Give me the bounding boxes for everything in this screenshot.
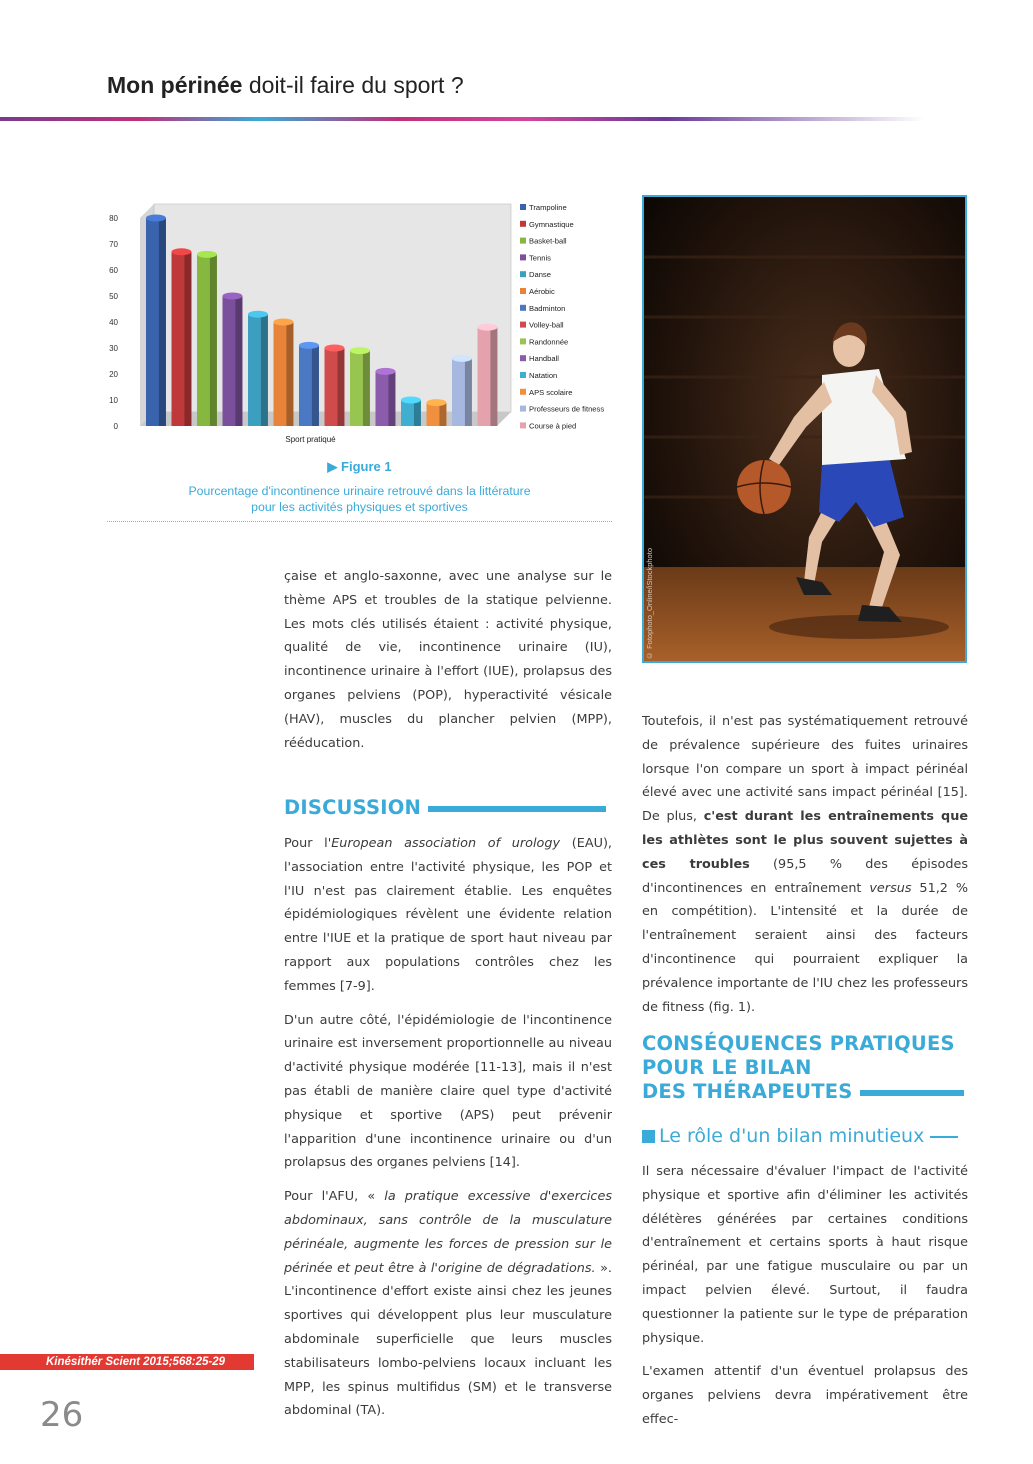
legend-swatch <box>520 338 526 344</box>
bar-shade <box>490 327 497 426</box>
legend-swatch <box>520 254 526 260</box>
square-bullet-icon <box>642 1130 655 1143</box>
legend-swatch <box>520 221 526 227</box>
page-number: 26 <box>40 1395 84 1435</box>
bar-top <box>478 324 498 331</box>
legend-label: Natation <box>529 371 558 380</box>
bar-top <box>376 368 396 375</box>
bar-shade <box>388 371 395 426</box>
y-tick-label: 20 <box>109 370 118 379</box>
legend-label: Danse <box>529 270 551 280</box>
legend-swatch <box>520 305 526 311</box>
y-tick-label: 80 <box>109 214 118 223</box>
bar-top <box>223 293 243 300</box>
photo-credit: © Fotophoto_Online/iStockphoto <box>645 548 654 660</box>
bar-top <box>197 251 217 258</box>
rc-p1-b: (95,5 % des épisodes d'incontinences en entraînement <box>642 856 968 896</box>
legend-swatch <box>520 271 526 277</box>
legend-swatch <box>520 355 526 361</box>
basketball-player-illustration <box>644 197 965 661</box>
legend-swatch <box>520 204 526 210</box>
p3-text-b: ». L'incontinence d'effort existe ainsi chez les jeunes sportives qui développent plus leur musculature abdominale superficielle que leurs muscles stabilisateurs lombo-pelviens locaux incluant les MPP, les spinus multifidus (SM) et le transverse abdominal (TA). <box>284 1260 613 1419</box>
legend-label: Aérobic <box>529 287 555 296</box>
discussion-heading <box>284 796 612 820</box>
bar-top <box>248 311 268 318</box>
p1-text-b: (EAU), l'association entre l'activité physique, les POP et l'IU n'est pas clairement établie. Les enquêtes épidémiologiques révèlent une évidente relation entre l'IUE et la pratique de sport haut niveau par rapport aux populations contrôles chez les femmes [7-9]. <box>284 836 612 994</box>
subheading-text: Le rôle d'un bilan minutieux <box>659 1125 925 1147</box>
discussion-heading-text: DISCUSSION <box>284 796 421 819</box>
bar-top <box>146 215 166 222</box>
right-column-body-2 <box>642 1160 968 1432</box>
rc-paragraph-2: Il sera nécessaire d'évaluer l'impact de l'activité physique et sportive afin d'éliminer les activités délétères générées par certaines conditions d'entraînement et certains sports à haut risque périnéal, par une fatigue musculaire ou par un impact pelvien élevé. Surtout, il faudra questionner la patiente sur le type de préparation physique. <box>642 1164 968 1346</box>
legend-label: Basket-ball <box>529 236 567 246</box>
bar-top <box>325 345 345 352</box>
rc-p1-c: 51,2 % en compétition). L'intensité et la durée de l'entraînement seraient ainsi des facteurs d'incontinence qui pourraient expliquer la prévalence importante de l'IU chez les professeurs de fitness (fig. 1). <box>642 880 968 1015</box>
consequences-heading-line-3-wrap <box>642 1080 968 1104</box>
legend-label: Badminton <box>529 303 566 313</box>
p3-italic: la pratique excessive d'exercices abdominaux, sans contrôle de la musculature périnéale, augmente les forces de pression sur le périnée et peut être à l'origine de dégradations. <box>284 1189 612 1276</box>
x-axis-label: Sport pratiqué <box>285 435 336 444</box>
discussion-body <box>284 832 612 1423</box>
rc-paragraph-3: L'examen attentif d'un éventuel prolapsus des organes pelviens devra impérativement être effec- <box>642 1364 968 1427</box>
legend-label: Course à pied <box>529 421 577 431</box>
consequences-heading <box>642 1032 968 1104</box>
bar-shade <box>159 218 166 426</box>
legend-swatch <box>520 422 526 428</box>
legend-swatch <box>520 288 526 294</box>
figure-caption-line-2: pour les activités physiques et sportives <box>251 500 468 514</box>
y-tick-label: 70 <box>109 240 118 249</box>
heading-bar <box>428 806 606 812</box>
bar-top <box>172 248 192 255</box>
header-rule <box>0 117 925 121</box>
rc-p1-italic: versus <box>869 880 912 896</box>
page-title-bold: Mon périnée <box>107 72 243 98</box>
rc-p1-bold: c'est durant les entraînements que les athlètes sont le plus souvent sujettes à ces troubles <box>642 809 969 872</box>
bar-shade <box>286 322 293 426</box>
intro-paragraph <box>284 565 612 755</box>
bar-shade <box>414 400 421 426</box>
legend-swatch <box>520 372 526 378</box>
legend-swatch <box>520 389 526 395</box>
y-tick-label: 50 <box>109 292 118 301</box>
bar-top <box>350 347 370 354</box>
figure-caption <box>107 483 612 515</box>
legend-label: Handball <box>529 354 559 364</box>
legend-label: Volley-ball <box>529 320 564 330</box>
bar-top <box>401 397 421 404</box>
rc-p1-a: Toutefois, il n'est pas systématiquement retrouvé de prévalence supérieure des fuites urinaires lorsque l'on compare un sport à impact périnéal élevé avec une activité sans impact périnéal [15]. De plus, <box>642 714 968 825</box>
bar-top <box>452 355 472 362</box>
legend-swatch <box>520 238 526 244</box>
journal-citation: Kinésithér Scient 2015;568:25-29 <box>46 1356 225 1368</box>
bar-shade <box>439 403 446 426</box>
discussion-paragraph-2: D'un autre côté, l'épidémiologie de l'incontinence urinaire est inversement proportionnelle au niveau d'activité physique modérée [11-13], mais il n'est pas établi de manière claire quel type d'activité physique et sportive (APS) peut prévenir l'apparition d'une incontinence urinaire ou d'un prolapsus des organes pelviens [14]. <box>284 1012 612 1171</box>
bar-shade <box>210 254 217 426</box>
legend-swatch <box>520 322 526 328</box>
legend-label: Tennis <box>529 253 551 263</box>
p1-italic: European association of urology <box>331 836 561 851</box>
p1-text-a: Pour l' <box>284 836 332 851</box>
legend-label: Trampoline <box>529 203 567 212</box>
p3-text-a: Pour l'AFU, « <box>284 1189 385 1205</box>
figure-caption-line-1: Pourcentage d'incontinence urinaire retrouvé dans la littérature <box>188 484 531 498</box>
bar-shade <box>312 345 319 426</box>
bar-shade <box>235 296 242 426</box>
y-tick-label: 60 <box>109 266 118 275</box>
bar-shade <box>465 358 472 426</box>
figure-divider <box>107 521 612 522</box>
y-tick-label: 10 <box>109 396 118 405</box>
bar-shade <box>184 252 191 426</box>
legend-label: Randonnée <box>529 337 569 347</box>
consequences-heading-line-3: DES THÉRAPEUTES <box>642 1080 853 1103</box>
bar-shade <box>337 348 344 426</box>
legend-label: Gymnastique <box>529 219 574 229</box>
discussion-paragraph-1 <box>284 832 612 999</box>
bar-top <box>427 399 447 406</box>
page-title <box>107 72 464 99</box>
bar-shade <box>261 314 268 426</box>
consequences-heading-line-1: CONSÉQUENCES PRATIQUES <box>642 1032 955 1055</box>
heading-bar <box>860 1090 964 1096</box>
subheading-rule <box>930 1136 958 1138</box>
legend-label: APS scolaire <box>529 387 573 397</box>
y-tick-label: 0 <box>113 422 118 431</box>
y-tick-label: 30 <box>109 344 118 353</box>
page-title-rest: doit-il faire du sport ? <box>242 72 464 98</box>
bar-top <box>299 342 319 349</box>
rc-p1 <box>642 710 968 1019</box>
consequences-heading-line-2: POUR LE BILAN <box>642 1056 812 1079</box>
bar-chart <box>100 188 620 450</box>
right-column-paragraph-1 <box>642 710 968 1019</box>
basketball-photo <box>642 195 967 663</box>
legend-swatch <box>520 406 526 412</box>
bar-top <box>274 319 294 326</box>
intro-text: çaise et anglo-saxonne, avec une analyse sur le thème APS et troubles de la statique pelvienne. Les mots clés utilisés étaient : activité physique, qualité de vie, incontinence urinaire (IU), incontinence urinaire à l'effort (IUE), prolapsus des organes pelviens (POP), hyperactivité vésicale (HAV), muscles du plancher pelvien (MPP), rééducation. <box>284 569 612 751</box>
y-tick-label: 40 <box>109 318 118 327</box>
bar-shade <box>363 351 370 426</box>
legend-label: Professeurs de fitness <box>529 404 605 414</box>
figure-label: ▶ Figure 1 <box>327 459 392 474</box>
subheading <box>642 1125 968 1147</box>
discussion-paragraph-3 <box>284 1185 612 1423</box>
